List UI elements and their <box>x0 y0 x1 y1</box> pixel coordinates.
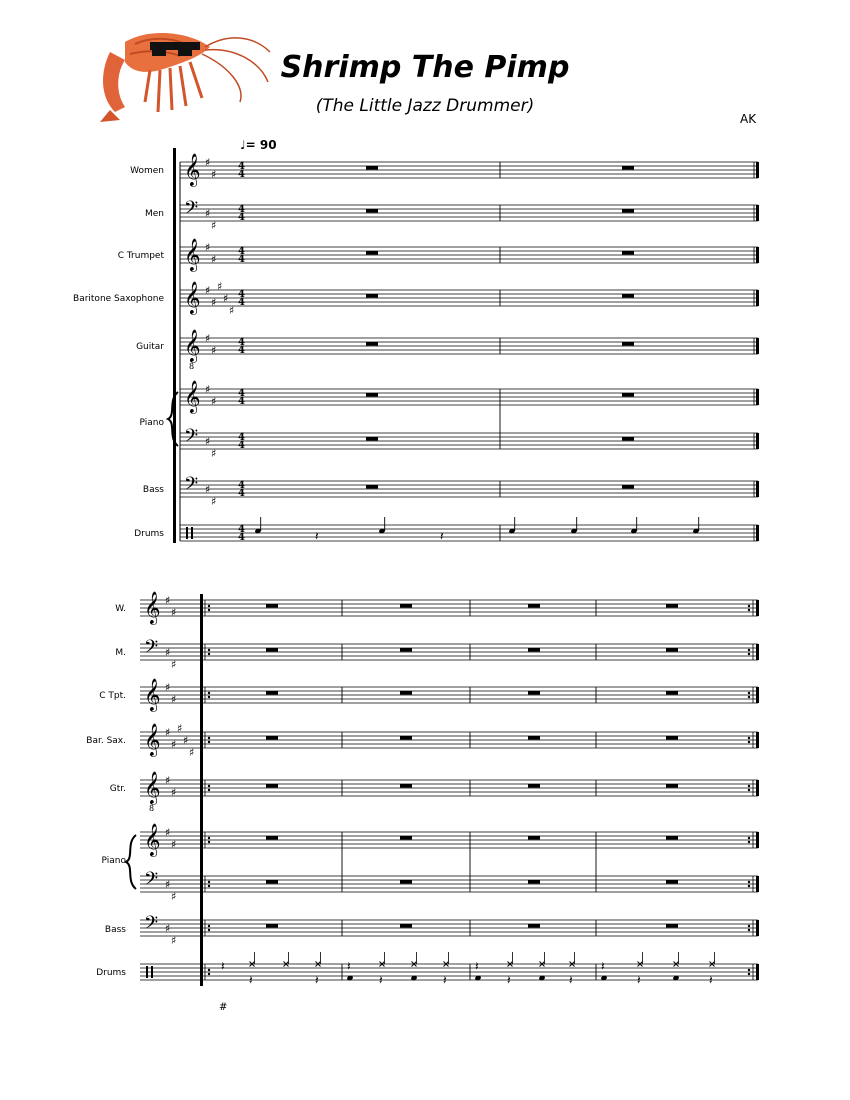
key-sharp: ♯ <box>205 483 211 496</box>
score-subtitle: (The Little Jazz Drummer) <box>315 96 535 116</box>
final-barline <box>756 644 759 660</box>
key-sharp: ♯ <box>205 383 211 396</box>
key-sharp: ♯ <box>211 447 217 460</box>
instrument-label: Bass <box>104 925 126 935</box>
whole-rest <box>366 485 378 489</box>
repeat-dot <box>748 929 750 931</box>
quarter-rest: 𝄽 <box>443 973 447 987</box>
time-sig-top: 4 <box>238 432 245 443</box>
repeat-dot <box>208 737 210 739</box>
key-sharp: ♯ <box>177 722 183 735</box>
repeat-dot <box>208 973 210 975</box>
quarter-rest: 𝄽 <box>221 959 225 973</box>
final-barline <box>756 389 759 405</box>
whole-rest <box>666 691 678 695</box>
repeat-dot <box>208 925 210 927</box>
key-sharp: ♯ <box>205 207 211 220</box>
instrument-label: Piano <box>139 418 164 428</box>
key-sharp: ♯ <box>211 395 217 408</box>
whole-rest <box>366 209 378 213</box>
whole-rest <box>366 166 378 170</box>
final-barline <box>756 162 759 178</box>
quarter-rest: 𝄽 <box>379 973 383 987</box>
repeat-dot <box>208 929 210 931</box>
whole-rest <box>400 736 412 740</box>
repeat-dot <box>748 605 750 607</box>
whole-rest <box>622 166 634 170</box>
instrument-label: Drums <box>96 968 126 978</box>
final-barline <box>756 964 759 980</box>
key-sharp: ♯ <box>171 606 177 619</box>
perc-clef <box>191 527 193 539</box>
instrument-label: W. <box>115 604 126 614</box>
whole-rest <box>366 393 378 397</box>
time-sig-top: 4 <box>238 246 245 257</box>
key-sharp: ♯ <box>183 734 189 747</box>
key-sharp: ♯ <box>189 746 195 759</box>
treble-clef: 𝄞 <box>184 380 201 413</box>
repeat-dot <box>748 785 750 787</box>
bass-clef: 𝄢 <box>144 913 159 938</box>
repeat-dot <box>208 692 210 694</box>
quarter-rest: 𝄽 <box>315 529 319 543</box>
time-sig-bottom: 4 <box>238 488 245 499</box>
repeat-dot <box>208 605 210 607</box>
octave-mark: 8 <box>189 362 195 371</box>
whole-rest <box>400 784 412 788</box>
time-sig-top: 4 <box>238 524 245 535</box>
whole-rest <box>528 836 540 840</box>
perc-clef <box>151 966 153 978</box>
key-sharp: ♯ <box>205 332 211 345</box>
time-sig-top: 4 <box>238 289 245 300</box>
quarter-rest: 𝄽 <box>569 973 573 987</box>
instrument-label: C Tpt. <box>99 691 126 701</box>
system-bracket <box>200 594 203 986</box>
instrument-label: Drums <box>134 529 164 539</box>
treble-clef: 𝄞 <box>184 238 201 271</box>
key-sharp: ♯ <box>171 738 177 751</box>
instrument-label: M. <box>115 648 126 658</box>
treble-clef: 𝄞 <box>184 153 201 186</box>
instrument-label: Women <box>130 166 164 176</box>
key-sharp: ♯ <box>205 156 211 169</box>
key-sharp: ♯ <box>165 826 171 839</box>
key-sharp: ♯ <box>171 658 177 671</box>
final-barline <box>756 433 759 449</box>
whole-rest <box>622 209 634 213</box>
repeat-dot <box>208 881 210 883</box>
key-sharp: ♯ <box>211 253 217 266</box>
repeat-dot <box>748 885 750 887</box>
bass-clef: 𝄢 <box>184 198 199 223</box>
bass-clef: 𝄢 <box>144 637 159 662</box>
whole-rest <box>622 437 634 441</box>
repeat-dot <box>208 841 210 843</box>
whole-rest <box>666 924 678 928</box>
repeat-dot <box>748 841 750 843</box>
repeat-dot <box>748 837 750 839</box>
treble-clef: 𝄞 <box>144 771 161 804</box>
time-sig-top: 4 <box>238 337 245 348</box>
whole-rest <box>366 437 378 441</box>
bass-clef: 𝄢 <box>144 869 159 894</box>
whole-rest <box>528 880 540 884</box>
key-sharp: ♯ <box>171 838 177 851</box>
whole-rest <box>528 784 540 788</box>
whole-rest <box>400 836 412 840</box>
treble-clef: 𝄞 <box>144 591 161 624</box>
whole-rest <box>666 784 678 788</box>
whole-rest <box>266 880 278 884</box>
whole-rest <box>528 736 540 740</box>
system-bracket <box>173 148 176 543</box>
repeat-dot <box>208 789 210 791</box>
repeat-dot <box>748 692 750 694</box>
whole-rest <box>622 294 634 298</box>
time-sig-bottom: 4 <box>238 212 245 223</box>
repeat-dot <box>208 785 210 787</box>
quarter-rest: 𝄽 <box>507 973 511 987</box>
whole-rest <box>528 648 540 652</box>
key-sharp: ♯ <box>165 922 171 935</box>
instrument-label: Bass <box>142 485 164 495</box>
repeat-dot <box>748 741 750 743</box>
repeat-dot <box>748 973 750 975</box>
time-sig-bottom: 4 <box>238 169 245 180</box>
instrument-label: Piano <box>101 856 126 866</box>
time-sig-bottom: 4 <box>238 297 245 308</box>
key-sharp: ♯ <box>165 774 171 787</box>
repeat-dot <box>748 925 750 927</box>
final-barline <box>756 247 759 263</box>
whole-rest <box>400 691 412 695</box>
instrument-label: Baritone Saxophone <box>73 294 164 304</box>
repeat-dot <box>208 741 210 743</box>
repeat-dot <box>748 737 750 739</box>
final-barline <box>756 481 759 497</box>
final-barline <box>756 920 759 936</box>
key-sharp: ♯ <box>165 681 171 694</box>
key-sharp: ♯ <box>165 594 171 607</box>
repeat-dot <box>748 969 750 971</box>
whole-rest <box>266 691 278 695</box>
quarter-rest: 𝄽 <box>637 973 641 987</box>
final-barline <box>756 525 759 541</box>
quarter-rest: 𝄽 <box>347 959 351 973</box>
key-sharp: ♯ <box>165 726 171 739</box>
repeat-dot <box>748 653 750 655</box>
whole-rest <box>400 604 412 608</box>
whole-rest <box>400 648 412 652</box>
repeat-dot <box>208 837 210 839</box>
whole-rest <box>266 604 278 608</box>
quarter-rest: 𝄽 <box>315 973 319 987</box>
repeat-dot <box>748 789 750 791</box>
whole-rest <box>622 251 634 255</box>
key-sharp: ♯ <box>211 219 217 232</box>
whole-rest <box>266 784 278 788</box>
final-barline <box>756 732 759 748</box>
repeat-dot <box>748 609 750 611</box>
whole-rest <box>622 342 634 346</box>
final-barline <box>756 687 759 703</box>
key-sharp: ♯ <box>171 934 177 947</box>
treble-clef: 𝄞 <box>144 823 161 856</box>
key-sharp: ♯ <box>211 168 217 181</box>
treble-clef: 𝄞 <box>184 329 201 362</box>
accidental-mark: # <box>219 1002 228 1013</box>
key-sharp: ♯ <box>217 280 223 293</box>
whole-rest <box>366 294 378 298</box>
whole-rest <box>400 880 412 884</box>
whole-rest <box>666 836 678 840</box>
score-title: Shrimp The Pimp <box>280 50 570 85</box>
key-sharp: ♯ <box>205 435 211 448</box>
whole-rest <box>266 836 278 840</box>
whole-rest <box>622 393 634 397</box>
whole-rest <box>622 485 634 489</box>
whole-rest <box>528 691 540 695</box>
perc-clef <box>186 527 188 539</box>
instrument-label: C Trumpet <box>117 251 164 261</box>
quarter-rest: 𝄽 <box>475 959 479 973</box>
key-sharp: ♯ <box>211 296 217 309</box>
repeat-dot <box>208 653 210 655</box>
time-sig-bottom: 4 <box>238 532 245 543</box>
final-barline <box>756 205 759 221</box>
octave-mark: 8 <box>149 804 155 813</box>
key-sharp: ♯ <box>229 304 235 317</box>
key-sharp: ♯ <box>165 878 171 891</box>
whole-rest <box>266 648 278 652</box>
time-sig-bottom: 4 <box>238 440 245 451</box>
final-barline <box>756 600 759 616</box>
time-sig-bottom: 4 <box>238 345 245 356</box>
final-barline <box>756 338 759 354</box>
whole-rest <box>400 924 412 928</box>
repeat-dot <box>748 649 750 651</box>
treble-clef: 𝄞 <box>144 723 161 756</box>
whole-rest <box>666 880 678 884</box>
repeat-dot <box>748 696 750 698</box>
key-sharp: ♯ <box>165 646 171 659</box>
repeat-dot <box>208 696 210 698</box>
time-sig-bottom: 4 <box>238 396 245 407</box>
piano-brace <box>126 835 136 889</box>
whole-rest <box>528 604 540 608</box>
quarter-rest: 𝄽 <box>601 959 605 973</box>
time-sig-top: 4 <box>238 388 245 399</box>
whole-rest <box>266 924 278 928</box>
key-sharp: ♯ <box>171 693 177 706</box>
instrument-label: Men <box>144 209 164 219</box>
whole-rest <box>528 924 540 928</box>
key-sharp: ♯ <box>205 284 211 297</box>
repeat-dot <box>208 609 210 611</box>
repeat-dot <box>748 881 750 883</box>
instrument-label: Gtr. <box>109 784 126 794</box>
repeat-dot <box>208 969 210 971</box>
quarter-rest: 𝄽 <box>440 529 444 543</box>
bass-clef: 𝄢 <box>184 474 199 499</box>
instrument-label: Guitar <box>136 342 164 352</box>
key-sharp: ♯ <box>211 495 217 508</box>
key-sharp: ♯ <box>171 786 177 799</box>
whole-rest <box>666 648 678 652</box>
time-sig-top: 4 <box>238 480 245 491</box>
treble-clef: 𝄞 <box>144 678 161 711</box>
whole-rest <box>666 604 678 608</box>
key-sharp: ♯ <box>205 241 211 254</box>
quarter-rest: 𝄽 <box>249 973 253 987</box>
whole-rest <box>666 736 678 740</box>
key-sharp: ♯ <box>211 344 217 357</box>
key-sharp: ♯ <box>223 292 229 305</box>
treble-clef: 𝄞 <box>184 281 201 314</box>
time-sig-top: 4 <box>238 204 245 215</box>
repeat-dot <box>208 885 210 887</box>
key-sharp: ♯ <box>171 890 177 903</box>
instrument-label: Bar. Sax. <box>86 736 126 746</box>
tempo-marking: ♩= 90 <box>240 138 277 152</box>
quarter-rest: 𝄽 <box>709 973 713 987</box>
repeat-dot <box>208 649 210 651</box>
final-barline <box>756 780 759 796</box>
final-barline <box>756 832 759 848</box>
whole-rest <box>266 736 278 740</box>
whole-rest <box>366 342 378 346</box>
composer: AK <box>740 112 757 126</box>
final-barline <box>756 290 759 306</box>
whole-rest <box>366 251 378 255</box>
perc-clef <box>146 966 148 978</box>
time-sig-bottom: 4 <box>238 254 245 265</box>
bass-clef: 𝄢 <box>184 426 199 451</box>
final-barline <box>756 876 759 892</box>
time-sig-top: 4 <box>238 161 245 172</box>
